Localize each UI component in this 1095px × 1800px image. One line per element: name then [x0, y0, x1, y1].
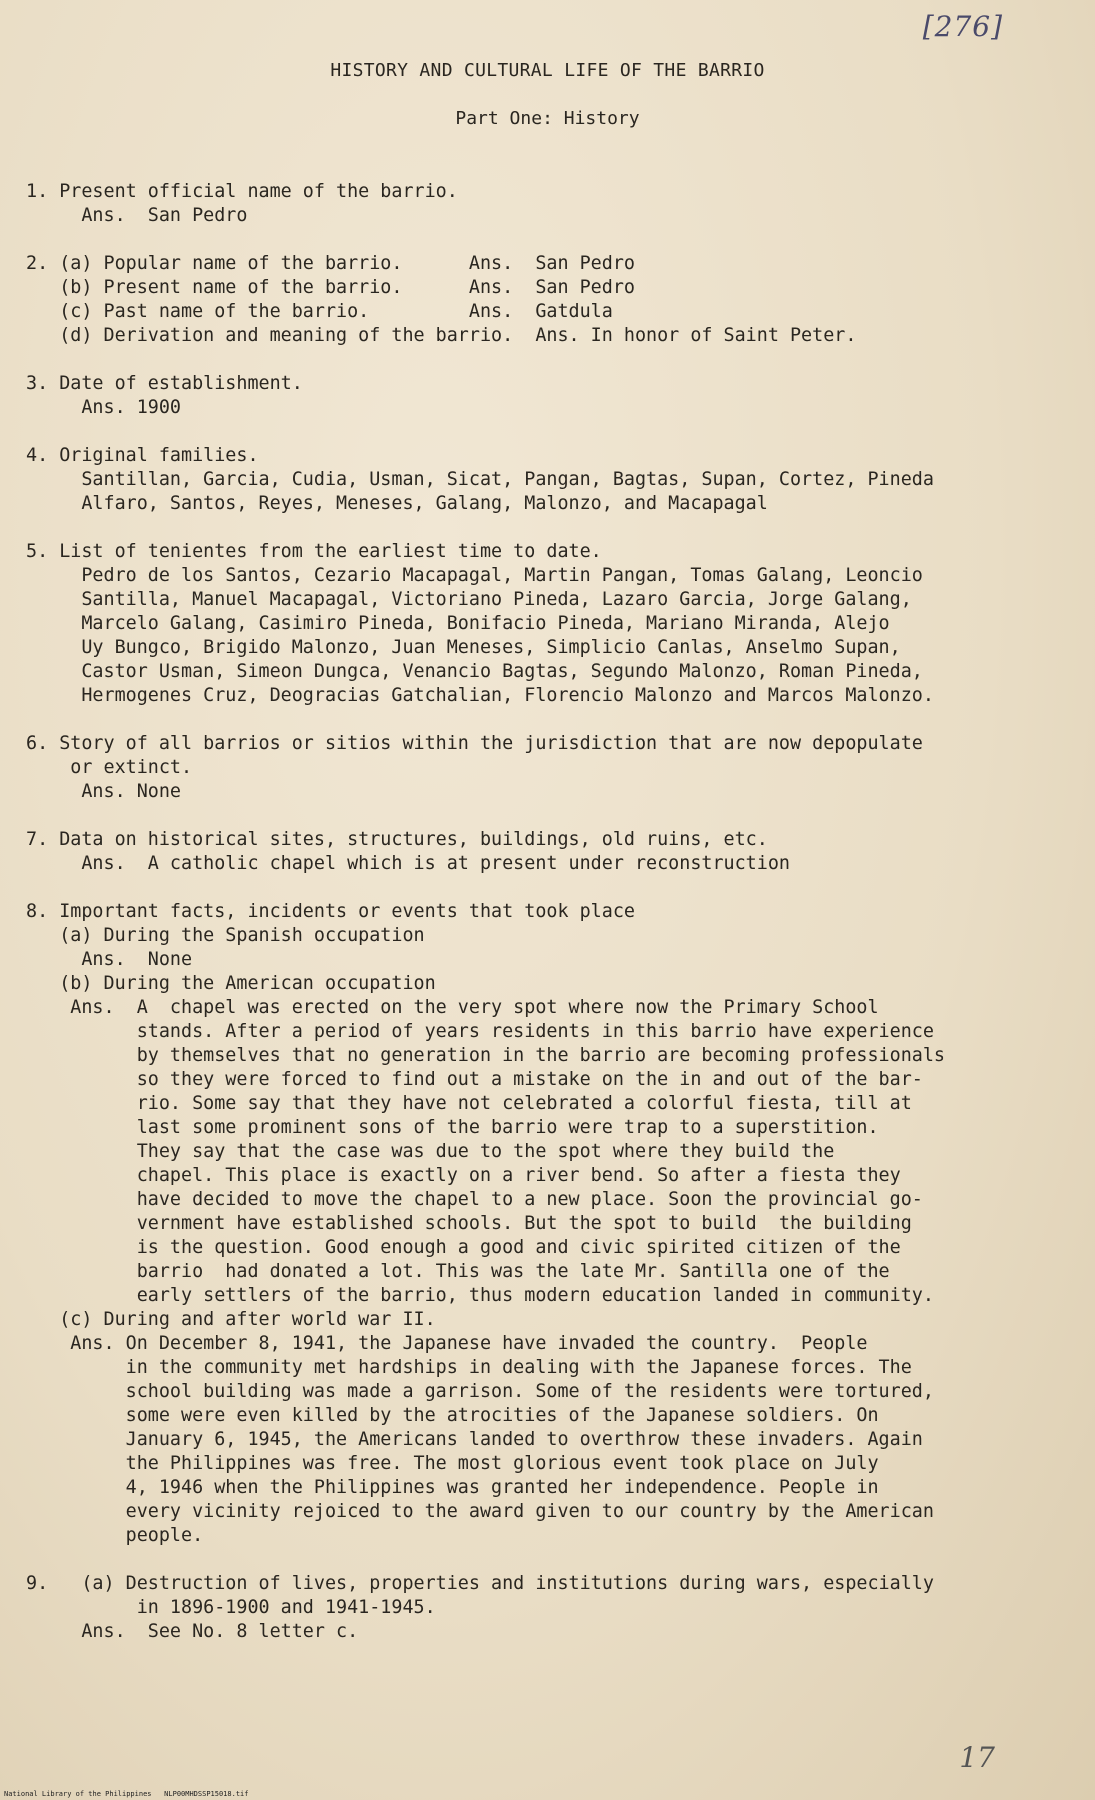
section-line: the Philippines was free. The most glorious event took place on July [26, 1453, 879, 1474]
section-line: (c) Past name of the barrio. Ans. Gatdula [26, 301, 613, 322]
section-line: (b) During the American occupation [26, 973, 436, 994]
section-line: January 6, 1945, the Americans landed to overthrow these invaders. Again [26, 1429, 923, 1450]
section-line: Alfaro, Santos, Reyes, Meneses, Galang, Malonzo, and Macapagal [26, 493, 768, 514]
section-line: stands. After a period of years residents in this barrio have experience [26, 1021, 934, 1042]
section-line: Ans. None [26, 781, 182, 802]
section-line: chapel. This place is exactly on a river bend. So after a fiesta they [26, 1165, 901, 1186]
section-line: 4, 1946 when the Philippines was granted her independence. People in [26, 1477, 879, 1498]
footer-file: NLP00MHDSSP15018.tif [164, 1790, 249, 1798]
section-line: in the community met hardships in dealing with the Japanese forces. The [26, 1357, 912, 1378]
section-line: 3. Date of establishment. [26, 373, 303, 394]
section-line: Ans. On December 8, 1941, the Japanese have invaded the country. People [26, 1333, 868, 1354]
section-line: rio. Some say that they have not celebrated a colorful fiesta, till at [26, 1093, 912, 1114]
document-subtitle: Part One: History [455, 108, 640, 129]
section-line: or extinct. [26, 757, 193, 778]
section-line: 1. Present official name of the barrio. [26, 181, 458, 202]
section-line: 9. (a) Destruction of lives, properties and institutions during wars, especially [26, 1573, 934, 1594]
section-line: vernment have established schools. But the spot to build the building [26, 1213, 912, 1234]
section-9 [26, 1572, 1056, 1644]
footer-library: National Library of the Philippines [4, 1790, 152, 1798]
section-line: 6. Story of all barrios or sitios within the jurisdiction that are now depopulate [26, 733, 923, 754]
section-line: 2. (a) Popular name of the barrio. Ans. San Pedro [26, 253, 635, 274]
section-line: (c) During and after world war II. [26, 1309, 436, 1330]
document-title: HISTORY AND CULTURAL LIFE OF THE BARRIO [330, 60, 765, 81]
section-line: Ans. San Pedro [26, 205, 248, 226]
section-line: Pedro de los Santos, Cezario Macapagal, Martin Pangan, Tomas Galang, Leoncio [26, 565, 923, 586]
section-5 [26, 540, 1056, 708]
section-line: have decided to move the chapel to a new place. Soon the provincial go- [26, 1189, 923, 1210]
section-line: Castor Usman, Simeon Dungca, Venancio Bagtas, Segundo Malonzo, Roman Pineda, [26, 661, 923, 682]
section-line: every vicinity rejoiced to the award given to our country by the American [26, 1501, 934, 1522]
section-line: is the question. Good enough a good and civic spirited citizen of the [26, 1237, 901, 1258]
section-line: some were even killed by the atrocities of the Japanese soldiers. On [26, 1405, 879, 1426]
section-line: Santillan, Garcia, Cudia, Usman, Sicat, Pangan, Bagtas, Supan, Cortez, Pineda [26, 469, 934, 490]
section-line: Ans. See No. 8 letter c. [26, 1621, 359, 1642]
section-line: (a) During the Spanish occupation [26, 925, 425, 946]
section-line: early settlers of the barrio, thus modern education landed in community. [26, 1285, 934, 1306]
section-line: 7. Data on historical sites, structures, buildings, old ruins, etc. [26, 829, 768, 850]
section-line: by themselves that no generation in the barrio are becoming professionals [26, 1045, 945, 1066]
section-line: 8. Important facts, incidents or events that took place [26, 901, 635, 922]
section-1 [26, 180, 1056, 228]
section-line: school building was made a garrison. Some of the residents were tortured, [26, 1381, 934, 1402]
section-4 [26, 444, 1056, 516]
section-line: so they were forced to find out a mistake on the in and out of the bar- [26, 1069, 923, 1090]
document-body [26, 180, 1056, 1668]
section-line: Ans. A chapel was erected on the very spot where now the Primary School [26, 997, 879, 1018]
section-line: Santilla, Manuel Macapagal, Victoriano Pineda, Lazaro Garcia, Jorge Galang, [26, 589, 912, 610]
section-line: in 1896-1900 and 1941-1945. [26, 1597, 436, 1618]
section-6 [26, 732, 1056, 804]
section-line: (d) Derivation and meaning of the barrio. Ans. In honor of Saint Peter. [26, 325, 857, 346]
section-8 [26, 900, 1056, 1548]
section-line: barrio had donated a lot. This was the late Mr. Santilla one of the [26, 1261, 890, 1282]
section-2 [26, 252, 1056, 348]
section-line: Hermogenes Cruz, Deogracias Gatchalian, Florencio Malonzo and Marcos Malonzo. [26, 685, 934, 706]
section-line: last some prominent sons of the barrio were trap to a superstition. [26, 1117, 879, 1138]
archive-stamp: [276] [922, 10, 1003, 43]
section-line: Ans. None [26, 949, 193, 970]
section-7 [26, 828, 1056, 876]
section-line: people. [26, 1525, 204, 1546]
section-line: Marcelo Galang, Casimiro Pineda, Bonifacio Pineda, Mariano Miranda, Alejo [26, 613, 890, 634]
section-line: (b) Present name of the barrio. Ans. San Pedro [26, 277, 635, 298]
section-line: 5. List of tenientes from the earliest time to date. [26, 541, 602, 562]
section-3 [26, 372, 1056, 420]
section-line: They say that the case was due to the spot where they build the [26, 1141, 835, 1162]
section-line: Ans. 1900 [26, 397, 182, 418]
footer [4, 1790, 248, 1798]
section-line: 4. Original families. [26, 445, 259, 466]
page-mark: 17 [959, 1741, 995, 1774]
section-line: Uy Bungco, Brigido Malonzo, Juan Meneses, Simplicio Canlas, Anselmo Supan, [26, 637, 901, 658]
section-line: Ans. A catholic chapel which is at present under reconstruction [26, 853, 790, 874]
